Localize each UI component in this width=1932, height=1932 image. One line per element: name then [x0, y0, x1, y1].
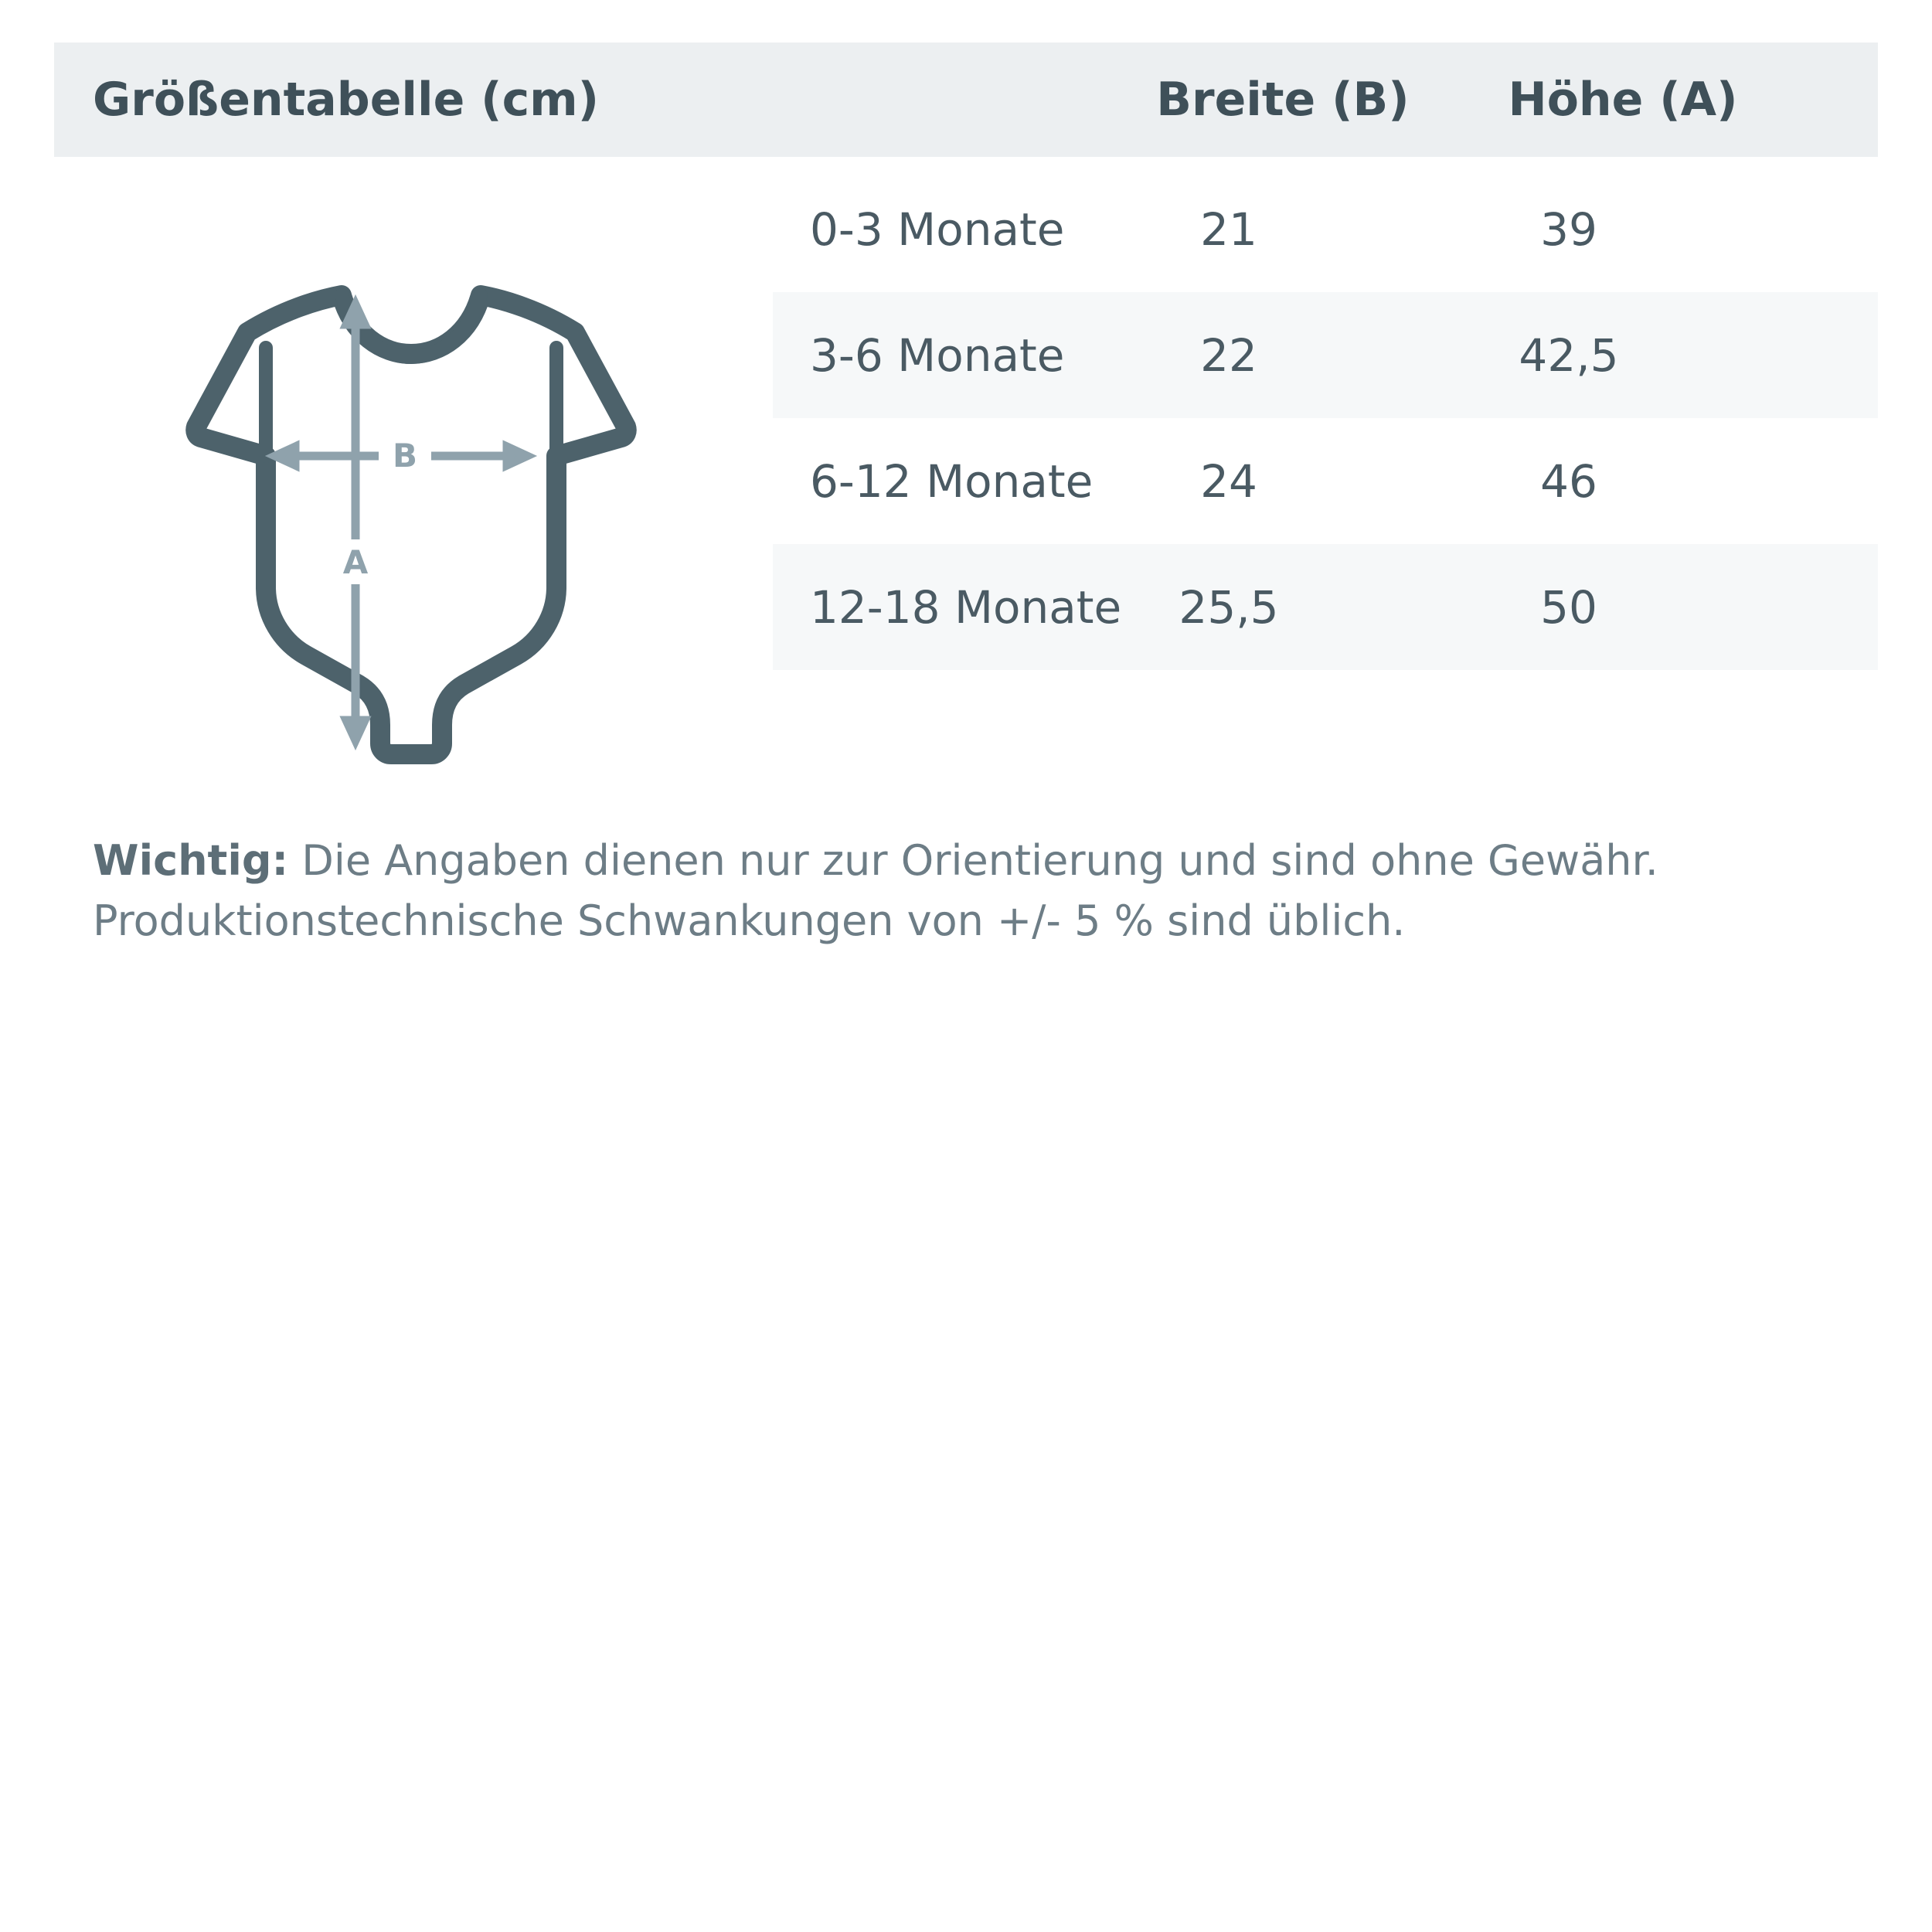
label-width-b: B: [392, 437, 418, 474]
bodysuit-diagram: [124, 224, 680, 765]
column-header-height: Höhe (A): [1508, 73, 1738, 127]
disclaimer-note: [93, 831, 1870, 952]
cell-height: 42,5: [1519, 328, 1619, 382]
cell-size: 0-3 Monate: [810, 202, 1065, 256]
disclaimer-label: Wichtig:: [93, 836, 289, 885]
cell-width: 21: [1200, 202, 1257, 256]
cell-width: 24: [1200, 454, 1257, 508]
table-row: [773, 418, 1878, 544]
table-header: [54, 43, 1878, 157]
table-row: [773, 292, 1878, 418]
table-row: [773, 544, 1878, 670]
cell-height: 39: [1540, 202, 1597, 256]
cell-height: 50: [1540, 580, 1597, 634]
column-header-width: Breite (B): [1156, 73, 1410, 127]
cell-width: 25,5: [1179, 580, 1279, 634]
bodysuit-outline-path: [196, 295, 627, 754]
cell-size: 12-18 Monate: [810, 580, 1122, 634]
cell-size: 3-6 Monate: [810, 328, 1065, 382]
size-table: [773, 166, 1878, 670]
label-height-a: A: [342, 543, 369, 581]
cell-width: 22: [1200, 328, 1257, 382]
table-row: [773, 166, 1878, 292]
page-title: Größentabelle (cm): [93, 73, 600, 127]
cell-height: 46: [1540, 454, 1597, 508]
cell-size: 6-12 Monate: [810, 454, 1094, 508]
disclaimer-text: Die Angaben dienen nur zur Orientierung und sind ohne Gewähr. Produktionstechnische Schwankungen von +/- 5 % sind üblich.: [93, 836, 1658, 946]
